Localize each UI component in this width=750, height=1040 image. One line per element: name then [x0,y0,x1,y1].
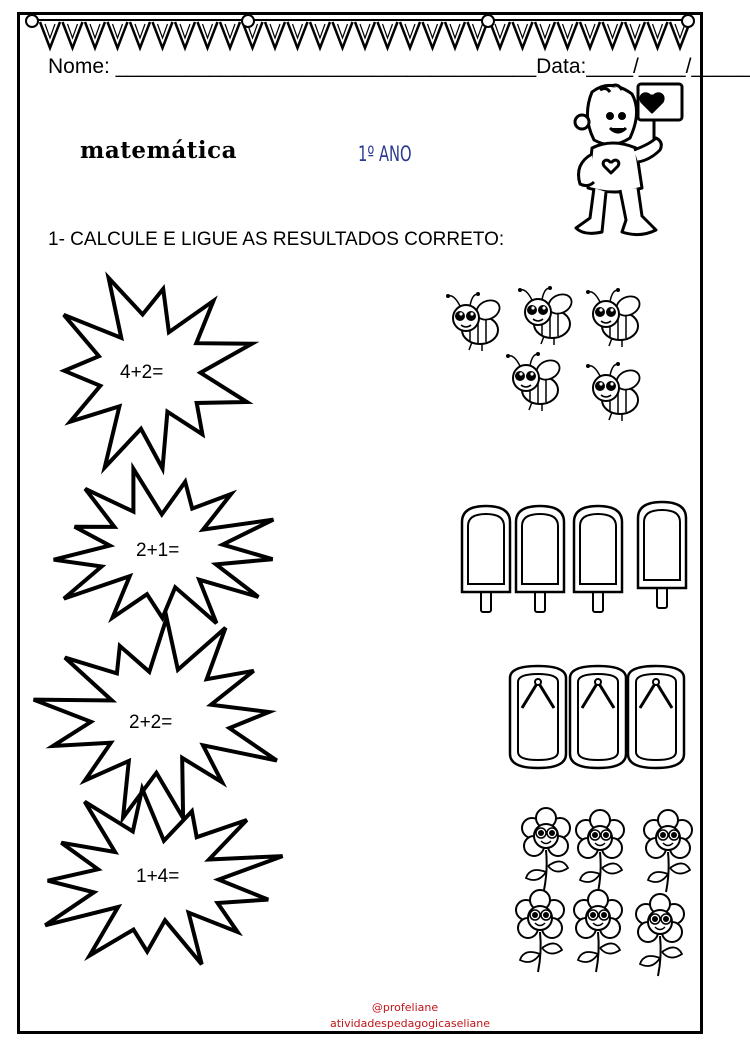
name-label: Nome: [48,55,116,78]
answer-4-flower-icon [516,890,564,972]
answer-4-flower-icon [522,808,570,890]
answer-4-flower-icon [576,810,624,892]
answer-2-popsicle-icon [462,506,510,612]
page-title: matemática [80,137,238,164]
problem-3-expression: 2+2= [129,712,173,733]
answer-3-flip-flop-icon [628,666,684,768]
credit-site: atividadespedagogicaseliane [330,1017,490,1030]
answer-4-flower-icon [574,890,622,972]
answer-2-popsicle-icon [574,506,622,612]
date-field[interactable]: ____/____/_____ [586,55,750,78]
answer-1-bee-icon [446,292,503,351]
answer-2-popsicle-icon [638,502,686,608]
date-label: Data: [536,55,587,78]
answer-1-bee-icon [506,352,563,411]
credit-handle: @profeliane [371,1001,439,1014]
instruction: 1- CALCULE E LIGUE AS RESULTADOS CORRETO: [48,229,505,250]
answer-1-bee-icon [586,288,643,347]
answer-3-flip-flop-icon [510,666,566,768]
answer-4-flower-icon [644,810,692,892]
problem-4-expression: 1+4= [136,866,180,887]
grade-label: 1º ANO [358,142,412,166]
problem-2-expression: 2+1= [136,540,180,561]
answer-1-bee-icon [586,362,643,421]
answer-2-popsicle-icon [516,506,564,612]
name-field[interactable]: ____________________________________ [115,55,537,78]
answer-1-bee-icon [518,286,575,345]
answer-3-flip-flop-icon [570,666,626,768]
problem-1-expression: 4+2= [120,362,164,383]
answer-4-flower-icon [636,894,684,976]
